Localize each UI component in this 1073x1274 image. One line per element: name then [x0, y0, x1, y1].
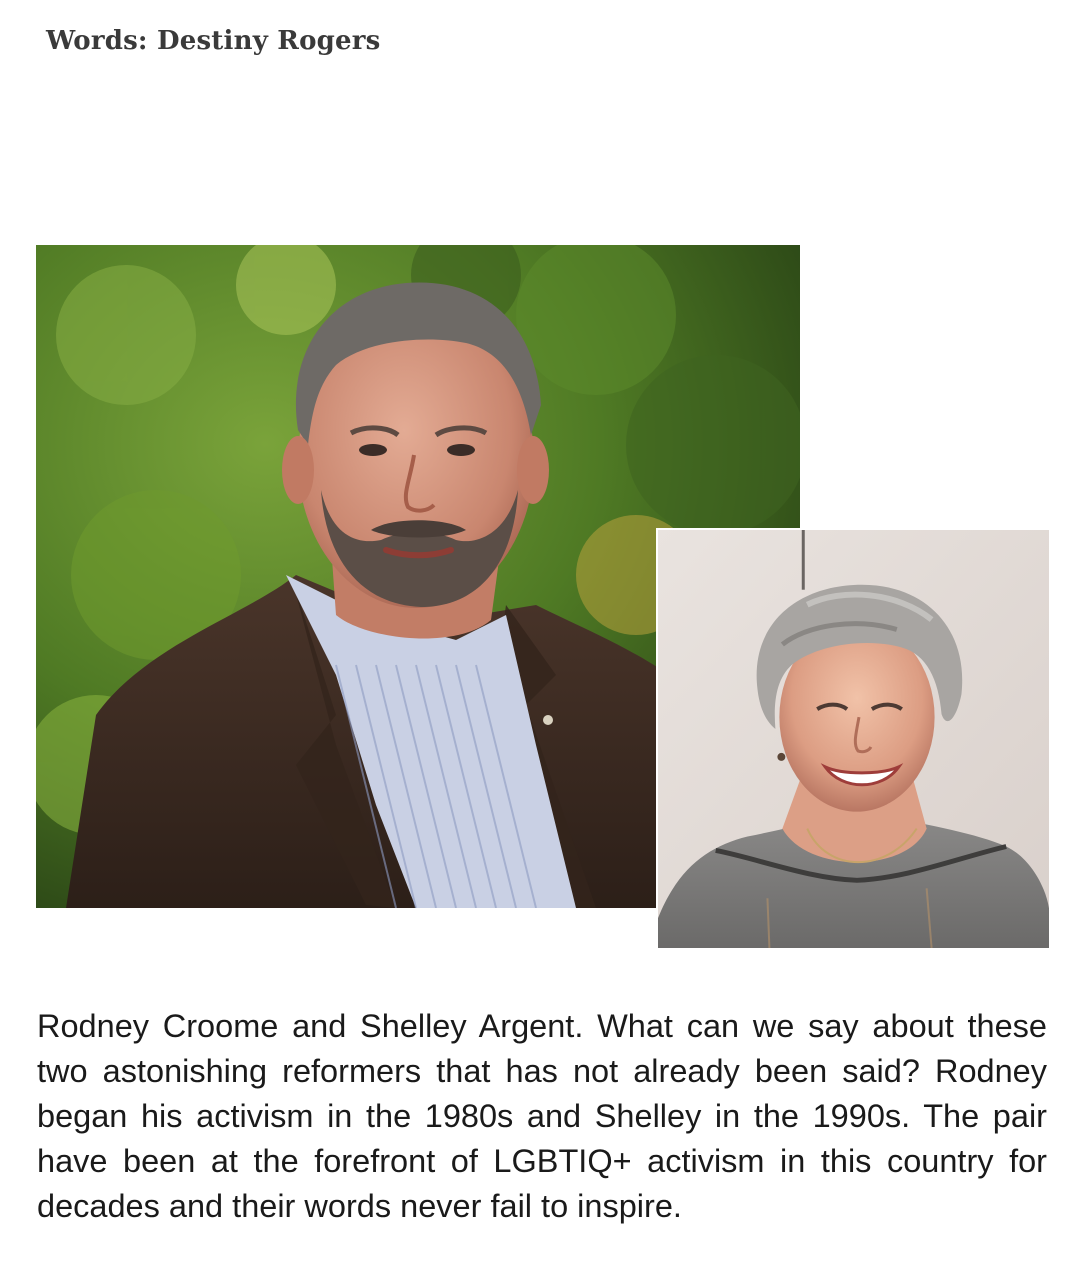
article-body: Rodney Croome and Shelley Argent. What can we say about these two astonishing reformers that has not already been said? Rodney began his activism in the 1980s and Shelley in the 1990s. The pair have been at the forefront of LGBTIQ+ activism in this country for decades and their words never fail to inspire. [37, 1008, 1047, 1224]
photo-shelley-argent [656, 528, 1049, 948]
byline: Words: Destiny Rogers [46, 26, 381, 56]
shelley-portrait-illustration [658, 530, 1049, 948]
